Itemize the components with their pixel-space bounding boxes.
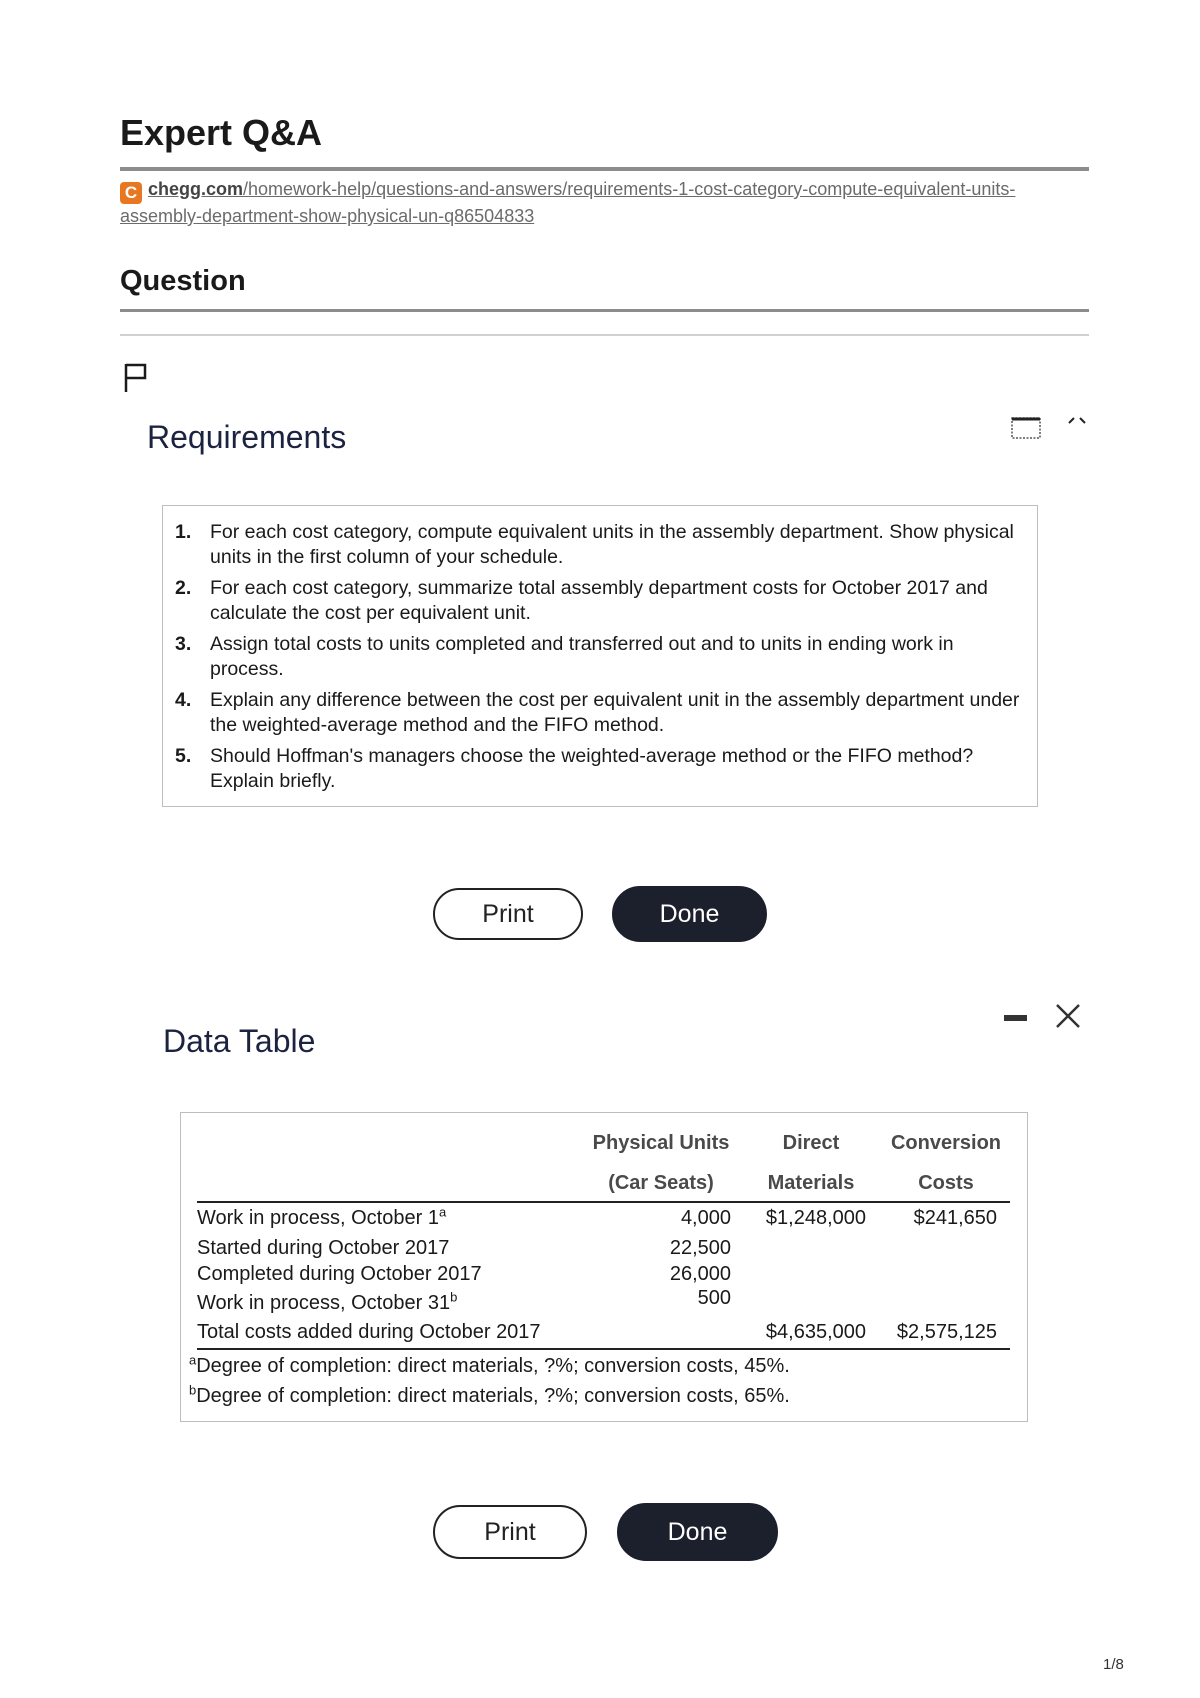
col-header-cc-sub: Costs [918,1172,974,1194]
total-rule [197,1348,1010,1350]
chegg-logo-icon: C [120,182,142,204]
source-link[interactable] [120,177,1050,229]
col-header-dm: Direct [782,1132,840,1154]
close-icon[interactable] [1055,1003,1081,1029]
data-table: Physical Units (Car Seats) Direct Materials Conversion Costs Work in process, October 1$^a$ 4,000 $1,248,000 $241,650 Started during October 2017 22,500 Completed during October 2017 26,000 Work in process, October 31$^b$ 500 Total costs added during October 2017 $4,635,000 $2,575,125 $^a$Degree of completion: direct materials, ?%; conversion costs, 45%. $^b$Degree of completion: direct materials, ?%; conversion costs, 65%. [180,1112,1028,1422]
requirements-done-button[interactable]: Done [612,886,767,942]
requirements-title: Requirements [147,419,347,455]
header-divider [120,167,1089,171]
page-title: Expert Q&A [120,112,323,153]
requirement-item: 2. For each cost category, summarize total assembly department costs for October 2017 and calculate the cost per equivalent unit. [175,577,988,624]
maximize-icon[interactable] [1010,413,1042,441]
page-number: 1/8 [1103,1656,1124,1673]
data-table-title: Data Table [163,1023,316,1059]
requirement-item: 1. For each cost category, compute equivalent units in the assembly department. Show physical units in the first column of your schedule. [175,521,1014,568]
col-header-dm-sub: Materials [767,1172,855,1194]
requirement-item: 4. Explain any difference between the cost per equivalent unit in the assembly department under the weighted-average method and the FIFO method. [175,689,1020,736]
col-header-physical-sub: (Car Seats) [608,1172,714,1194]
section-title: Question [120,265,246,297]
url-path: /homework-help/questions-and-answers/requirements-1-cost-category-compute-equivalent-units-assembly-department-show-physical-un-q86504833 [120,179,1016,226]
col-header-cc: Conversion [890,1132,1002,1154]
minimize-icon[interactable] [1004,1015,1027,1021]
section-subdivider [120,334,1089,336]
data-table-done-button[interactable]: Done [617,1503,778,1561]
col-header-physical: Physical Units [592,1132,730,1154]
footnote: $^a$Degree of completion: direct materials, ?%; conversion costs, 45%. [189,1352,790,1377]
flag-icon[interactable] [123,362,149,394]
requirements-print-button[interactable]: Print [433,888,583,940]
close-icon[interactable] [1066,413,1088,427]
header-rule [197,1201,1010,1203]
requirement-item: 3. Assign total costs to units completed and transferred out and to units in ending work in process. [175,633,954,680]
requirement-item: 5. Should Hoffman's managers choose the weighted-average method or the FIFO method? Explain briefly. [175,745,974,792]
url-domain: chegg.com [148,179,244,199]
requirements-list [162,505,1038,807]
source-url[interactable] [120,179,1015,226]
footnote: $^b$Degree of completion: direct materials, ?%; conversion costs, 65%. [189,1382,790,1407]
data-table-print-button[interactable]: Print [433,1505,587,1559]
section-divider [120,309,1089,312]
